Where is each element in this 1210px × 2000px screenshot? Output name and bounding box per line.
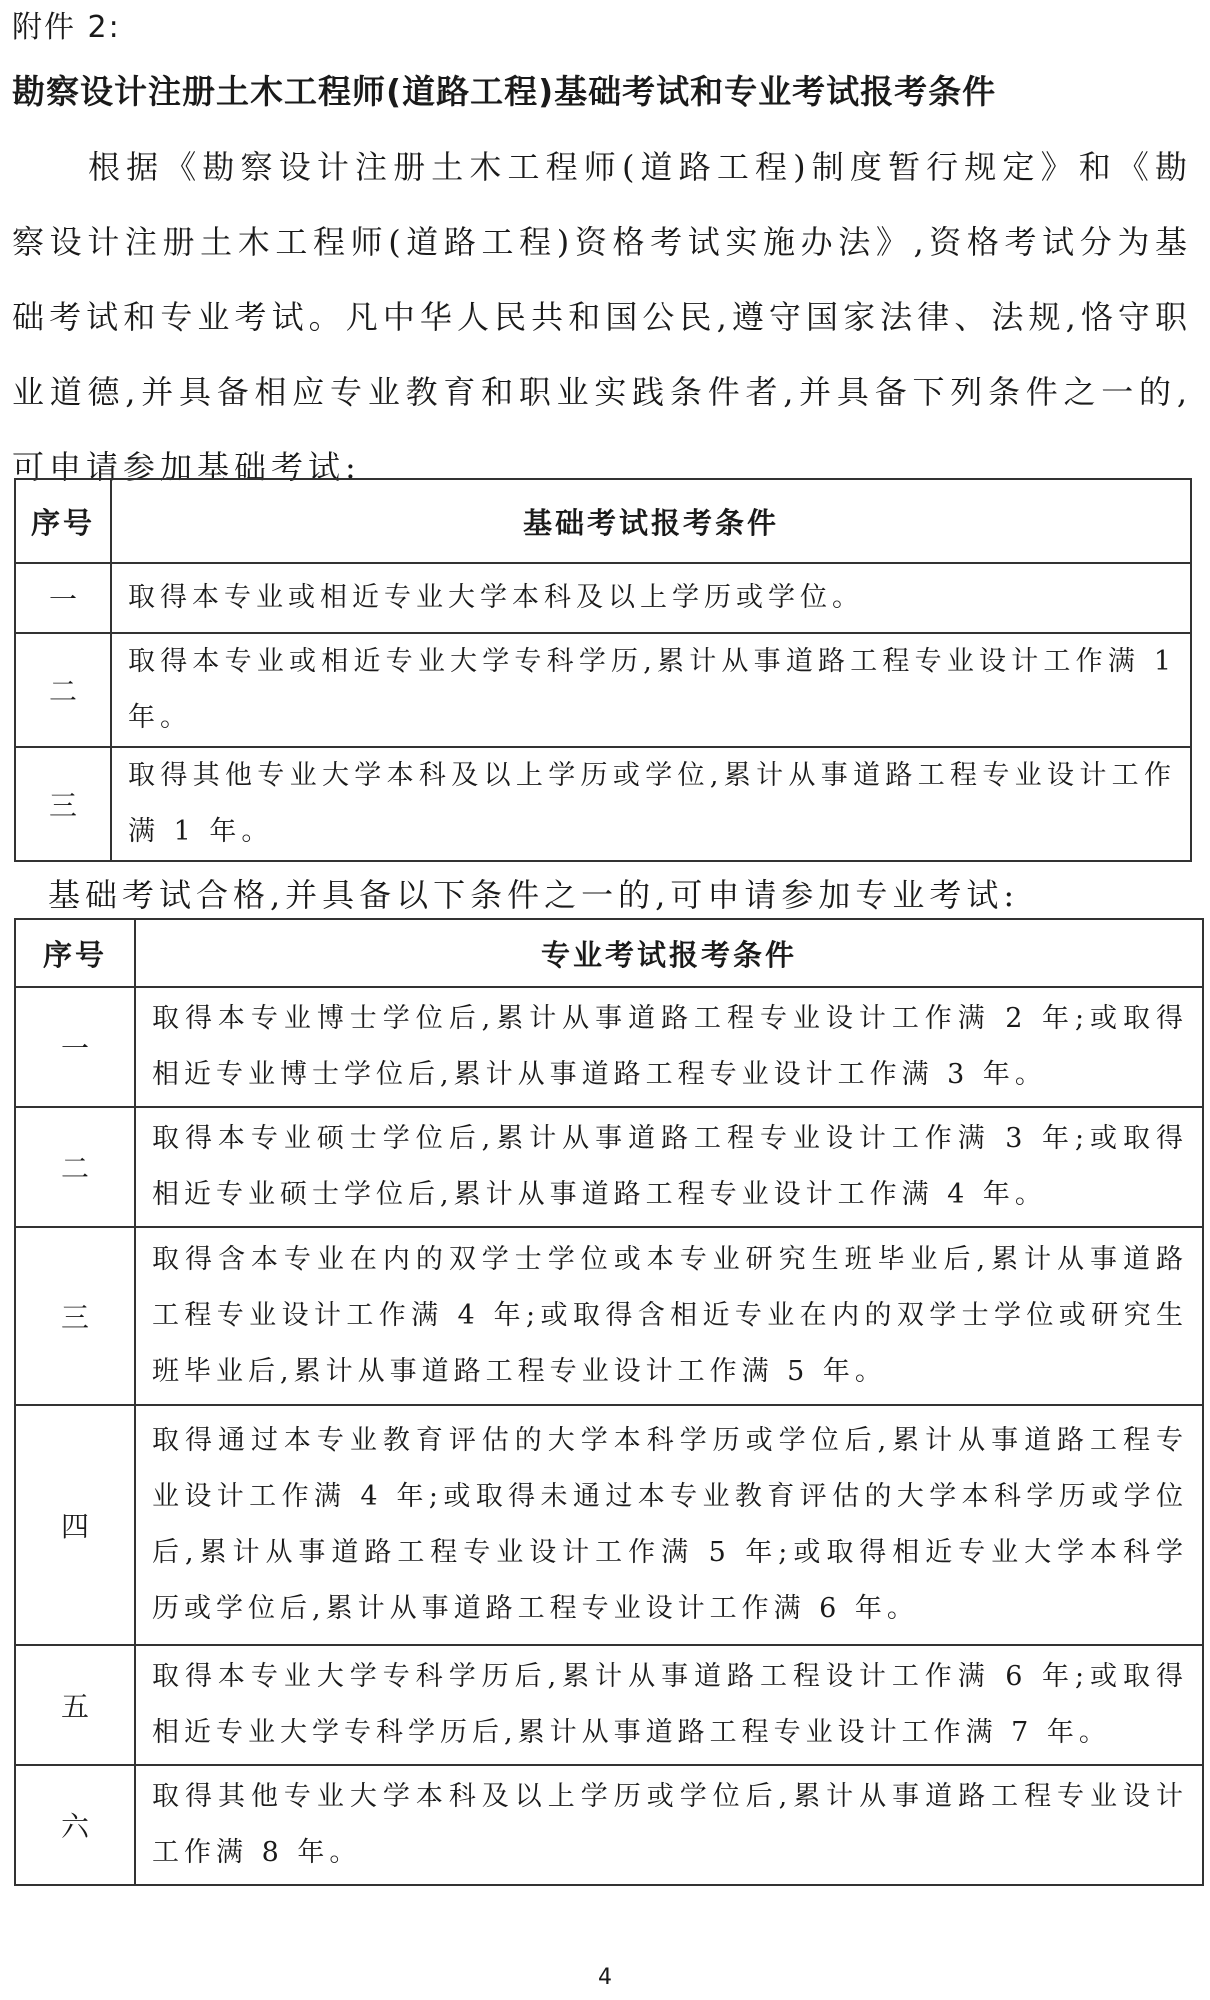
attachment-label: 附件 2:: [12, 10, 121, 45]
row-text: 取得通过本专业教育评估的大学本科学历或学位后,累计从事道路工程专业设计工作满 4 年;或取得未通过本专业教育评估的大学本科学历或学位后,累计从事道路工程专业设计工作满 5 年;或取得相近专业大学本科学历或学位后,累计从事道路工程专业设计工作满 6 年。: [135, 1405, 1203, 1645]
table-row: [15, 747, 1191, 861]
row-num: 一: [15, 563, 111, 633]
basic-exam-table: [14, 478, 1192, 862]
row-text: 取得本专业大学专科学历后,累计从事道路工程设计工作满 6 年;或取得相近专业大学专科学历后,累计从事道路工程专业设计工作满 7 年。: [135, 1645, 1203, 1765]
table-row: [15, 1765, 1203, 1885]
row-num: 四: [15, 1405, 135, 1645]
table-row: [15, 1107, 1203, 1227]
header-condition: 专业考试报考条件: [135, 919, 1203, 987]
professional-intro: 基础考试合格,并具备以下条件之一的,可申请参加专业考试:: [48, 876, 1020, 914]
row-num: 一: [15, 987, 135, 1107]
table-row: [15, 1405, 1203, 1645]
header-num: 序号: [15, 919, 135, 987]
row-num: 三: [15, 747, 111, 861]
row-num: 三: [15, 1227, 135, 1405]
row-num: 二: [15, 633, 111, 747]
table-row: [15, 633, 1191, 747]
table-row: [15, 987, 1203, 1107]
row-text: 取得本专业博士学位后,累计从事道路工程专业设计工作满 2 年;或取得相近专业博士学位后,累计从事道路工程专业设计工作满 3 年。: [135, 987, 1203, 1107]
row-text: 取得本专业或相近专业大学专科学历,累计从事道路工程专业设计工作满 1 年。: [111, 633, 1191, 747]
professional-exam-table: [14, 918, 1204, 1886]
table-row: [15, 1227, 1203, 1405]
intro-paragraph: 根据《勘察设计注册土木工程师(道路工程)制度暂行规定》和《勘察设计注册土木工程师(道路工程)资格考试实施办法》,资格考试分为基础考试和专业考试。凡中华人民共和国公民,遵守国家法律、法规,恪守职业道德,并具备相应专业教育和职业实践条件者,并具备下列条件之一的,可申请参加基础考试:: [12, 148, 1192, 486]
document-title: 勘察设计注册土木工程师(道路工程)基础考试和专业考试报考条件: [12, 72, 997, 111]
row-num: 五: [15, 1645, 135, 1765]
table-row: [15, 1645, 1203, 1765]
row-text: 取得本专业硕士学位后,累计从事道路工程专业设计工作满 3 年;或取得相近专业硕士学位后,累计从事道路工程专业设计工作满 4 年。: [135, 1107, 1203, 1227]
table-header-row: [15, 919, 1203, 987]
row-text: 取得其他专业大学本科及以上学历或学位后,累计从事道路工程专业设计工作满 8 年。: [135, 1765, 1203, 1885]
header-num: 序号: [15, 479, 111, 563]
header-condition: 基础考试报考条件: [111, 479, 1191, 563]
row-num: 二: [15, 1107, 135, 1227]
table-header-row: [15, 479, 1191, 563]
page-number: 4: [598, 1965, 612, 1990]
table-row: [15, 563, 1191, 633]
row-num: 六: [15, 1765, 135, 1885]
row-text: 取得其他专业大学本科及以上学历或学位,累计从事道路工程专业设计工作满 1 年。: [111, 747, 1191, 861]
row-text: 取得含本专业在内的双学士学位或本专业研究生班毕业后,累计从事道路工程专业设计工作满 4 年;或取得含相近专业在内的双学士学位或研究生班毕业后,累计从事道路工程专业设计工作满 5 年。: [135, 1227, 1203, 1405]
row-text: 取得本专业或相近专业大学本科及以上学历或学位。: [111, 563, 1191, 633]
